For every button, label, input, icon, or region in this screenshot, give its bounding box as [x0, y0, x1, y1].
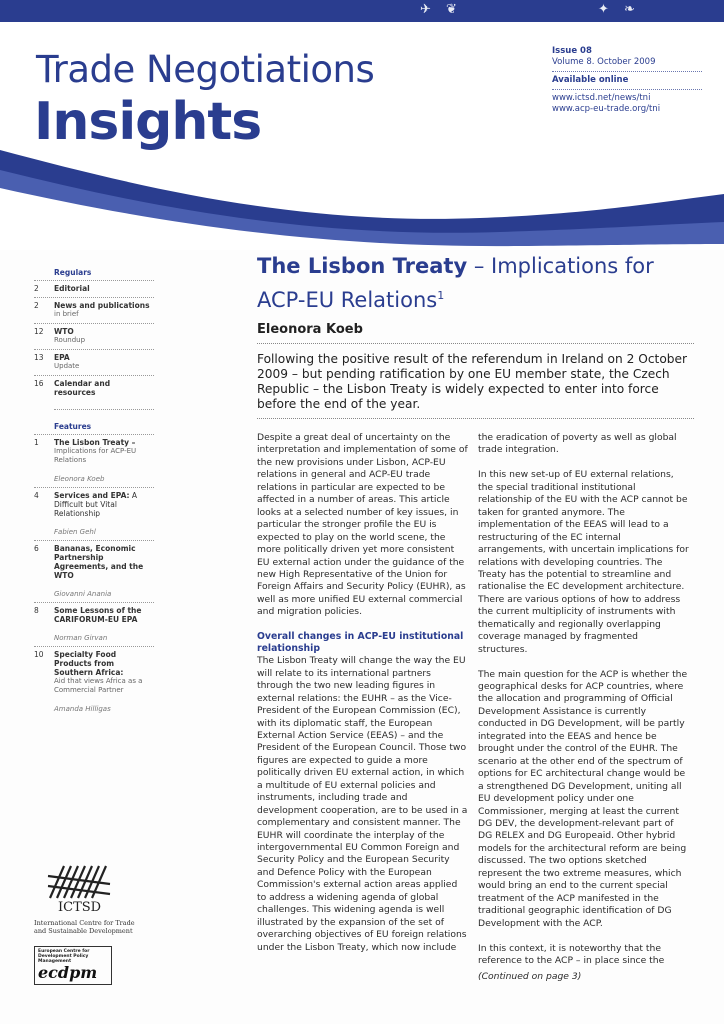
- contents-item[interactable]: 10 Specialty Food Products from Southern Africa: Aid that views Africa as a Commercial Partner Amanda Hilligas: [34, 646, 154, 717]
- available-online-label: Available online: [552, 75, 629, 85]
- article-column-right: [478, 432, 690, 996]
- divider: [257, 418, 694, 419]
- contents-item[interactable]: 6 Bananas, Economic Partnership Agreements, and the WTO Giovanni Anania: [34, 540, 154, 602]
- divider: [257, 343, 694, 344]
- ictsd-logo: [34, 862, 144, 935]
- continued-link[interactable]: (Continued on page 3): [478, 971, 582, 983]
- contents-sidebar: [34, 268, 154, 717]
- paragraph: Despite a great deal of uncertainty on the interpretation and implementation of some of the new provisions under Lisbon, ACP-EU relations in general and ACP-EU trade relations in particular are expected to be affected in a number of areas. This article looks at a selected number of key issues, in particular the stronger profile the EU is expected to play on the world scene, the more politically driven yet more consistent EU external action under the guidance of the new High Representative of the Union for Foreign Affairs and Security Policy (EUHR), as well as more unified EU external commercial and migration policies.: [257, 432, 468, 618]
- contents-item[interactable]: 2 Editorial: [34, 280, 154, 297]
- article-author: Eleonora Koeb: [257, 322, 363, 337]
- masthead-title: Trade Negotiations: [36, 48, 375, 91]
- article-title: The Lisbon Treaty – Implications for ACP-EU Relations$^1$: [257, 254, 654, 312]
- contents-item[interactable]: 1 The Lisbon Treaty – Implications for ACP-EU Relations Eleonora Koeb: [34, 434, 154, 487]
- ictsd-emblem-icon: [44, 862, 114, 902]
- ictsd-name: ICTSD: [58, 900, 102, 915]
- contents-item[interactable]: 8 Some Lessons of the CARIFORUM-EU EPA Norman Girvan: [34, 602, 154, 646]
- url-acp-eu[interactable]: www.acp-eu-trade.org/tni: [552, 104, 661, 114]
- ictsd-full-name: International Centre for Trade and Sustainable Development: [34, 919, 135, 935]
- features-heading: Features: [54, 409, 154, 431]
- paragraph: the eradication of poverty as well as global trade integration.: [478, 432, 677, 456]
- issue-number: Issue 08: [552, 46, 592, 56]
- bird-decoration-icon: ❧: [624, 2, 635, 17]
- paragraph: The Lisbon Treaty will change the way the EU will relate to its international partners through the two new leading figures in external relations: the EUHR – as the Vice-President of the European Commission (EC), with its diplomatic staff, the European External Action Service (EEAS) – and the President of the European Council. Those two figures are expected to guide a more politically driven EU external action, in which a multitude of EU external policies and instruments, including trade and development cooperation, are to be used in a complementary and consistent manner. The EUHR will coordinate the interplay of the intergovernmental EU Common Foreign and Security Policy and the European Security and Defence Policy with the European Commission's external action areas applied to address a widening agenda of global challenges. This widening agenda is well illustrated by the expansion of the set of overarching objectives of EU foreign relations under the Lisbon Treaty, which now include: [257, 655, 468, 953]
- contents-item[interactable]: 2 News and publications in brief: [34, 297, 154, 323]
- contents-item[interactable]: 12 WTO Roundup: [34, 323, 154, 349]
- ecdpm-logo: [34, 946, 112, 985]
- article-column-left: [257, 432, 469, 967]
- paragraph: The main question for the ACP is whether the geographical desks for ACP countries, where the allocation and programming of Official Development Assistance is currently conducted in DG Development, will be partly integrated into the EEAS and hence be brought under the control of the EUHR. The scenario at the other end of the spectrum of options for EC architectural change would be a strengthened DG Development, uniting all EU development policy under one Commissioner, merging at least the current DG DEV, the development-relevant part of DG RELEX and DG Europeaid. Other hybrid models for the architectural reform are being discussed. The two options sketched represent the two extreme measures, which would bring an end to the current special treatment of the ACP manifested in the traditional geographic identification of DG Development with the ACP.: [478, 668, 688, 929]
- ecdpm-full-name: European Centre for Development Policy Management: [38, 949, 90, 964]
- paragraph: In this context, it is noteworthy that the reference to the ACP – in place since the: [478, 942, 665, 966]
- paragraph: In this new set-up of EU external relations, the special traditional institutional relationship of the EU with the ACP cannot be taken for granted anymore. The implementation of the EEAS will lead to a restructuring of the EC internal arrangements, with uncertain implications for relations with developing countries. The Treaty has the potential to streamline and rationalise the EC development architecture. There are various options of how to address the current multiplicity of instruments with thematically and regionally overlapping coverage managed by fragmented structures.: [478, 469, 689, 655]
- bird-decoration-icon: ✈: [420, 2, 431, 17]
- ecdpm-name: ecdpm: [38, 963, 98, 982]
- header-top-bar: [0, 0, 724, 22]
- masthead-title-insights: Insights: [34, 92, 262, 152]
- bird-decoration-icon: ❦: [446, 2, 457, 17]
- contents-item[interactable]: 16 Calendar and resources: [34, 375, 154, 401]
- url-ictsd[interactable]: www.ictsd.net/news/tni: [552, 93, 651, 103]
- article-lead: Following the positive result of the referendum in Ireland on 2 October 2009 – but pending ratification by one EU member state, the Czech Republic – the Lisbon Treaty is widely expected to enter into force before the end of the year.: [257, 352, 688, 411]
- issue-info: [552, 46, 702, 115]
- regulars-heading: Regulars: [54, 268, 92, 277]
- issue-volume: Volume 8. October 2009: [552, 57, 656, 67]
- contents-item[interactable]: 13 EPA Update: [34, 349, 154, 375]
- bird-decoration-icon: ✦: [598, 2, 609, 17]
- contents-item[interactable]: 4 Services and EPA: A Difficult but Vital Relationship Fabien Gehl: [34, 487, 154, 540]
- article-subheading: Overall changes in ACP-EU institutional relationship: [257, 631, 464, 655]
